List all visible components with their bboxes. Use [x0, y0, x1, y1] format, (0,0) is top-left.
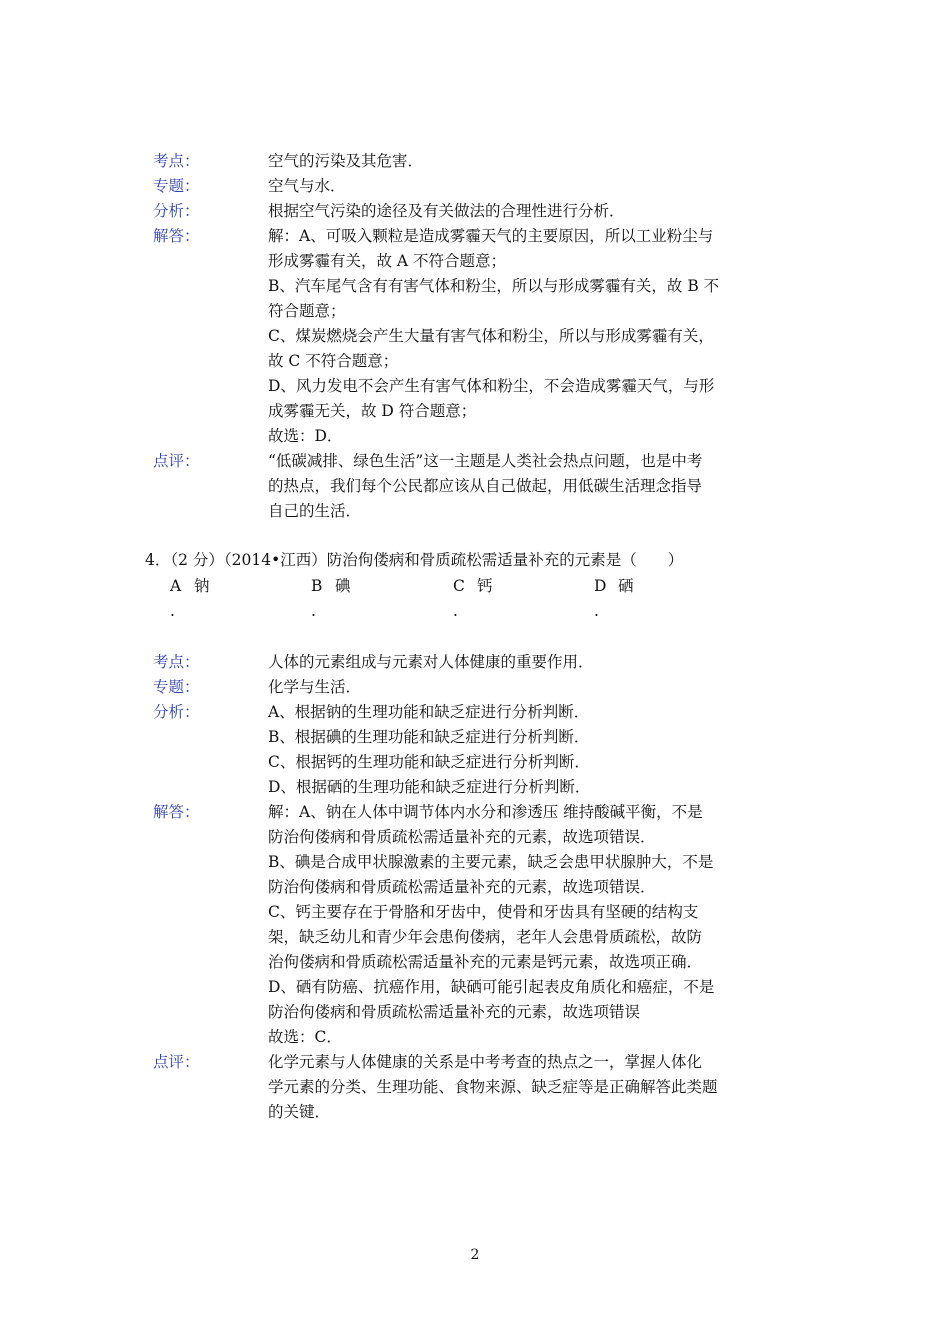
- jieda-line: 防治佝偻病和骨质疏松需适量补充的元素，故选项错误: [268, 1003, 641, 1021]
- dianping-line: “低碳减排、绿色生活”这一主题是人类社会热点问题，也是中考: [268, 452, 703, 470]
- dianping-row-2: [153, 1050, 763, 1125]
- jieda-body: [268, 800, 758, 1050]
- jieda-line: 故选：D．: [268, 427, 343, 445]
- fenxi-line: D、根据硒的生理功能和缺乏症进行分析判断．: [268, 778, 591, 796]
- jieda-line: 防治佝偻病和骨质疏松需适量补充的元素，故选项错误．: [268, 878, 656, 896]
- dianping-label: 点评：: [153, 452, 200, 470]
- option-text: 碘: [335, 577, 351, 595]
- fenxi-line: B、根据碘的生理功能和缺乏症进行分析判断．: [268, 728, 590, 746]
- jieda-body: [268, 224, 758, 449]
- jieda-line: 形成雾霾有关，故 A 不符合题意；: [268, 252, 507, 270]
- dianping-body: [268, 1050, 758, 1125]
- kaodian-row-1: [153, 149, 763, 174]
- zhuanti-label: 专题：: [153, 177, 200, 195]
- jieda-label: 解答：: [153, 227, 200, 245]
- jieda-line: D、硒有防癌、抗癌作用，缺硒可能引起表皮角质化和癌症，不是: [268, 978, 715, 996]
- jieda-line: 架，缺乏幼儿和青少年会患佝偻病，老年人会患骨质疏松，故防: [268, 928, 703, 946]
- dianping-line: 学元素的分类、生理功能、食物来源、缺乏症等是正确解答此类题: [268, 1078, 718, 1096]
- kaodian-label: 考点：: [153, 152, 200, 170]
- jieda-line: 故 C 不符合题意；: [268, 352, 399, 370]
- option-letter: B: [311, 577, 323, 595]
- jieda-row-1: [153, 224, 763, 449]
- jieda-line: B、汽车尾气含有有害气体和粉尘，所以与形成雾霾有关，故 B 不: [268, 277, 720, 295]
- jieda-line: C、煤炭燃烧会产生大量有害气体和粉尘，所以与形成雾霾有关，: [268, 327, 714, 345]
- dianping-body: [268, 449, 758, 524]
- option-d: [594, 574, 634, 624]
- option-dot: .: [311, 602, 316, 620]
- jieda-line: B、碘是合成甲状腺激素的主要元素，缺乏会患甲状腺肿大，不是: [268, 853, 714, 871]
- jieda-line: 成雾霾无关，故 D 符合题意；: [268, 402, 477, 420]
- question-4-options: [0, 574, 950, 626]
- jieda-row-2: [153, 800, 763, 1050]
- option-text: 钙: [477, 577, 493, 595]
- fenxi-line: C、根据钙的生理功能和缺乏症进行分析判断．: [268, 753, 590, 771]
- dianping-row-1: [153, 449, 763, 524]
- jieda-line: D、风力发电不会产生有害气体和粉尘，不会造成雾霾天气，与形: [268, 377, 715, 395]
- dianping-line: 化学元素与人体健康的关系是中考考查的热点之一，掌握人体化: [268, 1053, 703, 1071]
- dianping-line: 的关键．: [268, 1103, 331, 1121]
- kaodian-text: 人体的元素组成与元素对人体健康的重要作用．: [268, 653, 594, 671]
- fenxi-body: [268, 700, 758, 800]
- fenxi-label: 分析：: [153, 202, 200, 220]
- kaodian-row-2: [153, 650, 763, 675]
- jieda-line: 解：A、可吸入颗粒是造成雾霾天气的主要原因，所以工业粉尘与: [268, 227, 714, 245]
- jieda-line: 治佝偻病和骨质疏松需适量补充的元素是钙元素，故选项正确．: [268, 953, 703, 971]
- fenxi-row-2: [153, 700, 763, 800]
- option-a: [170, 574, 210, 624]
- option-dot: .: [170, 602, 175, 620]
- fenxi-text: 根据空气污染的途径及有关做法的合理性进行分析．: [268, 202, 625, 220]
- option-letter: D: [594, 577, 607, 595]
- option-dot: .: [453, 602, 458, 620]
- zhuanti-text: 化学与生活．: [268, 678, 362, 696]
- jieda-line: C、钙主要存在于骨胳和牙齿中，使骨和牙齿具有坚硬的结构支: [268, 903, 699, 921]
- option-dot: .: [594, 602, 599, 620]
- zhuanti-row-1: [153, 174, 763, 199]
- jieda-line: 符合题意；: [268, 302, 346, 320]
- option-text: 硒: [618, 577, 634, 595]
- fenxi-label: 分析：: [153, 703, 200, 721]
- fenxi-line: A、根据钠的生理功能和缺乏症进行分析判断．: [268, 703, 590, 721]
- dianping-line: 的热点，我们每个公民都应该从自己做起，用低碳生活理念指导: [268, 477, 703, 495]
- kaodian-label: 考点：: [153, 653, 200, 671]
- fenxi-row-1: [153, 199, 763, 224]
- question-4-stem: 4．（2 分）（2014•江西）防治佝偻病和骨质疏松需适量补充的元素是（ ）: [145, 551, 684, 569]
- option-letter: C: [453, 577, 465, 595]
- option-text: 钠: [194, 577, 210, 595]
- dianping-line: 自己的生活．: [268, 502, 362, 520]
- jieda-line: 解：A、钠在人体中调节体内水分和渗透压 维持酸碱平衡，不是: [268, 803, 703, 821]
- jieda-label: 解答：: [153, 803, 200, 821]
- option-c: [453, 574, 493, 624]
- option-b: [311, 574, 351, 624]
- zhuanti-row-2: [153, 675, 763, 700]
- zhuanti-text: 空气与水．: [268, 177, 346, 195]
- page-number: 2: [470, 1247, 480, 1263]
- option-letter: A: [170, 577, 182, 595]
- dianping-label: 点评：: [153, 1053, 200, 1071]
- zhuanti-label: 专题：: [153, 678, 200, 696]
- jieda-line: 防治佝偻病和骨质疏松需适量补充的元素，故选项错误．: [268, 828, 656, 846]
- kaodian-text: 空气的污染及其危害．: [268, 152, 424, 170]
- jieda-line: 故选：C．: [268, 1028, 342, 1046]
